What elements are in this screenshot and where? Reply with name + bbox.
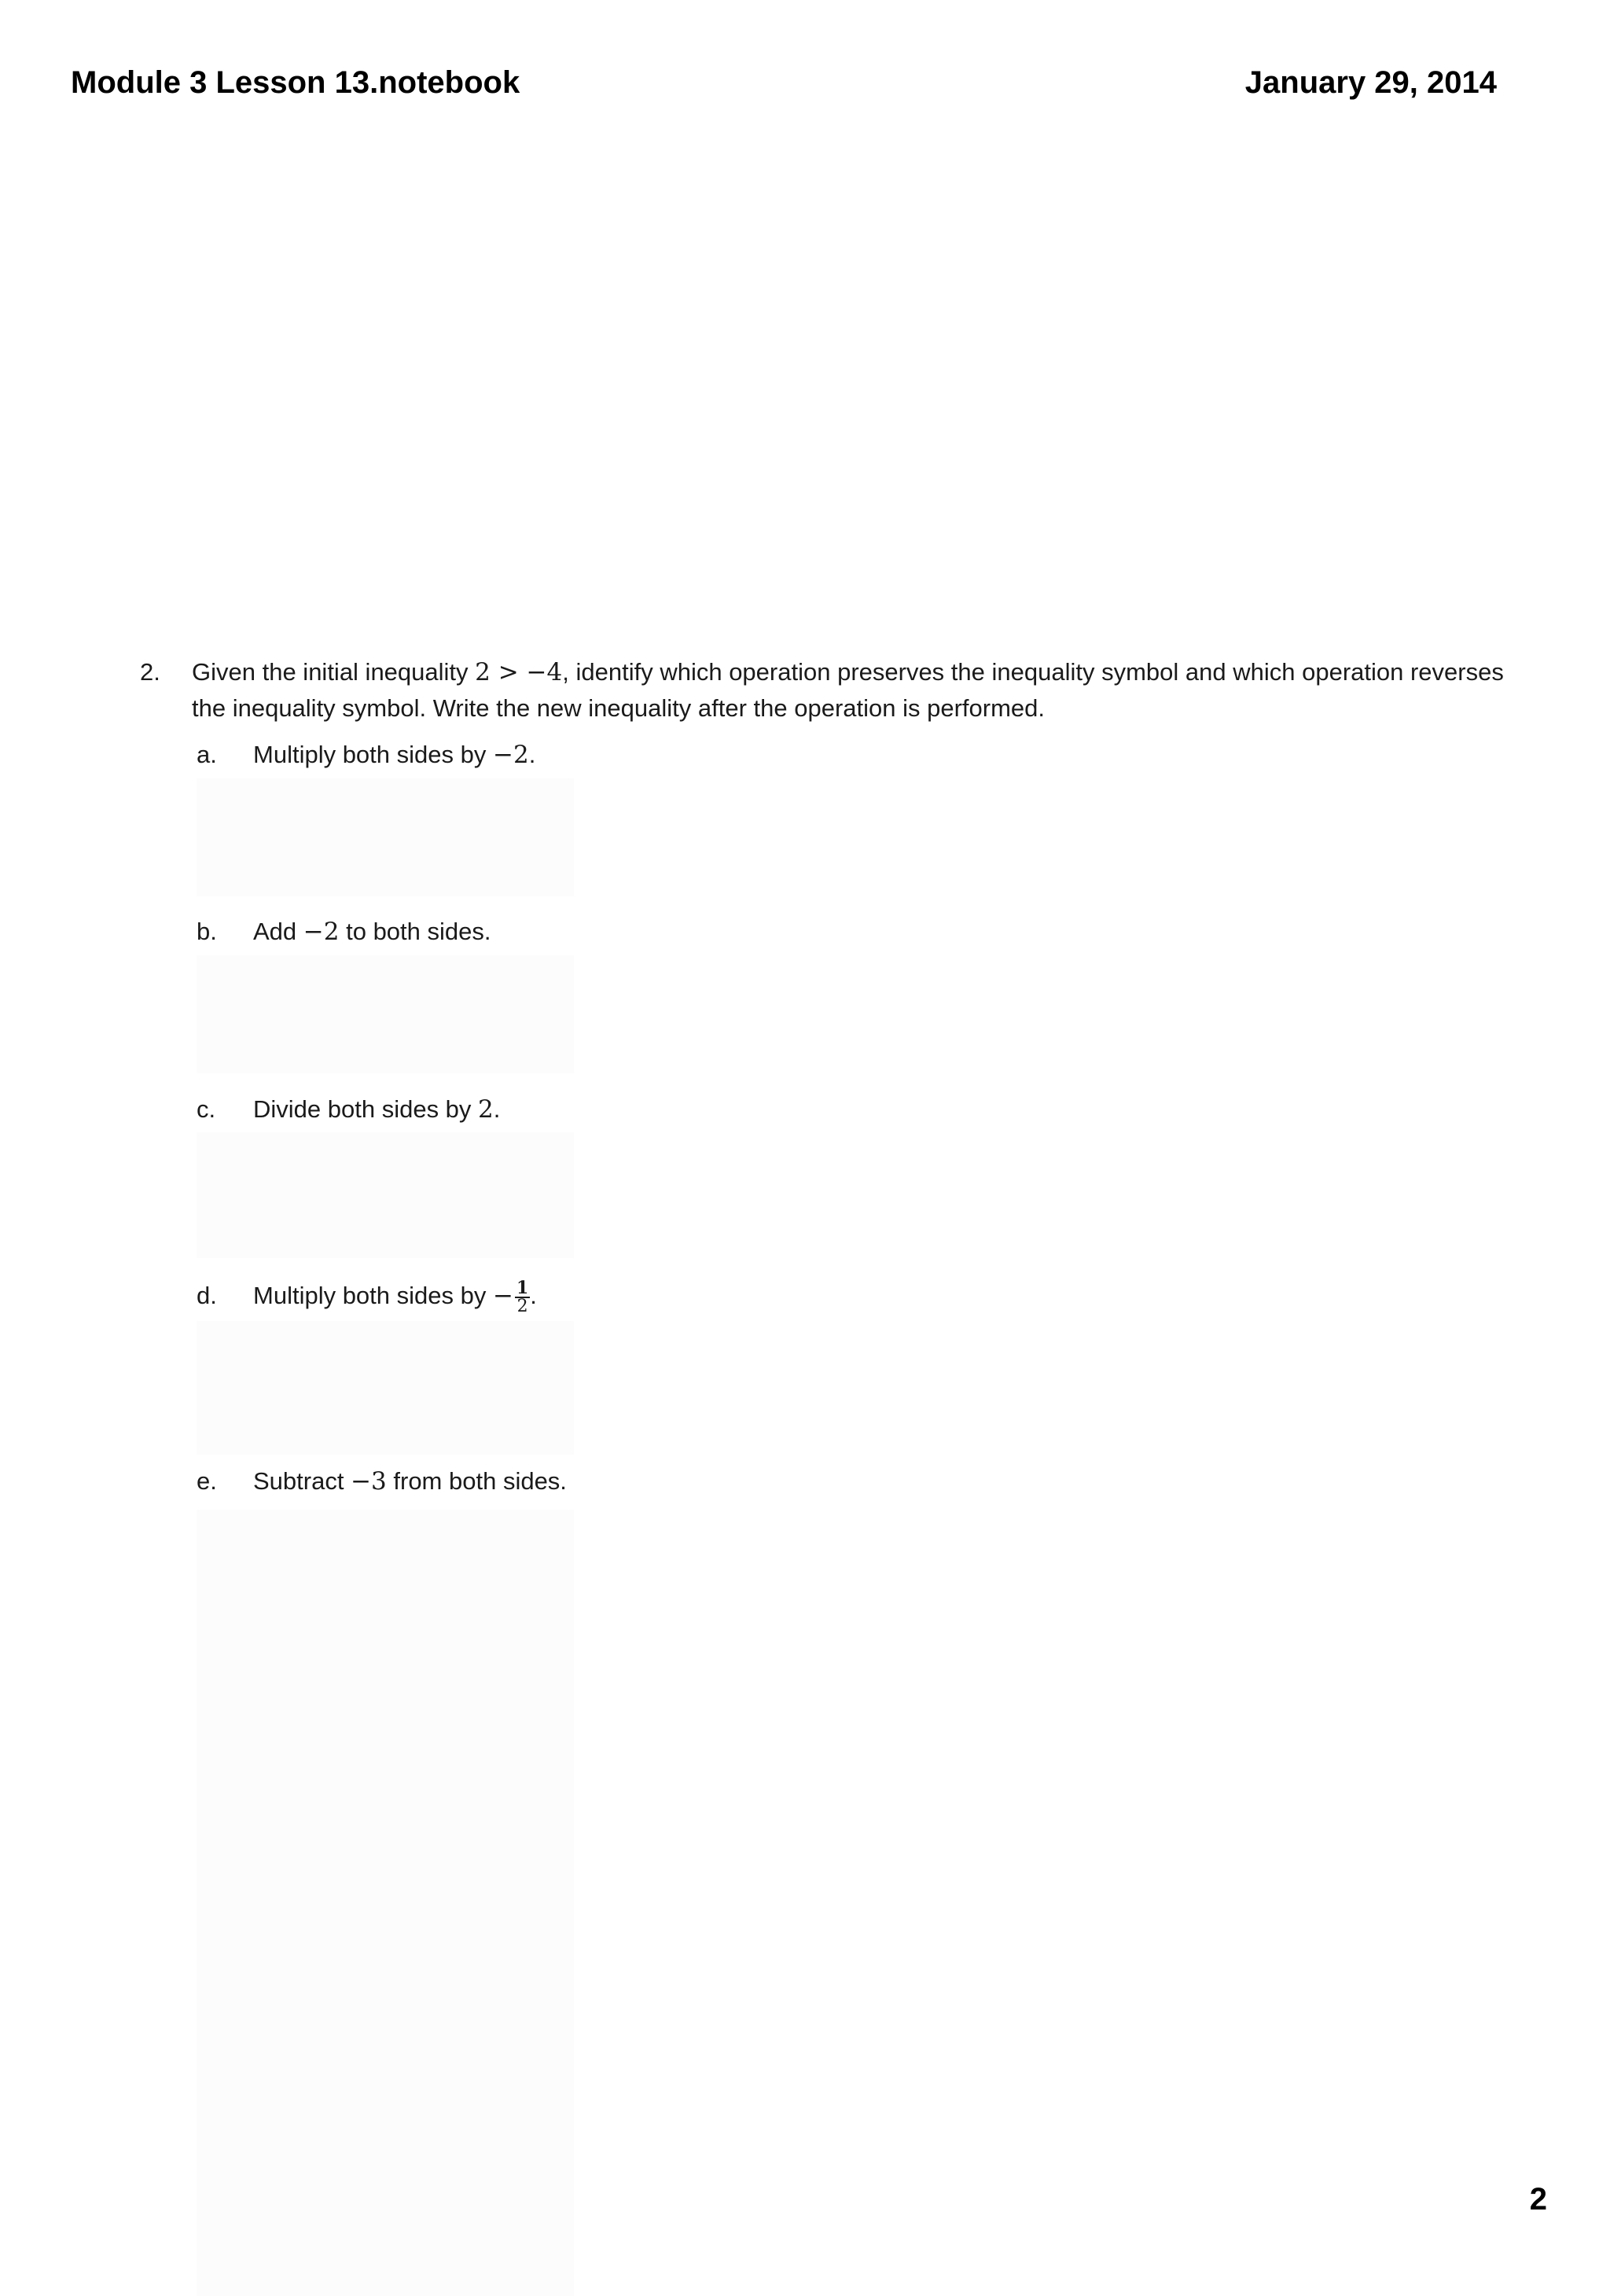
part-math: −2 bbox=[492, 741, 529, 769]
prompt-text-after: , identify which operation preserves the inequality symbol and which operation reverses the inequality symbol. Write the new inequality after the operation is performed. bbox=[192, 658, 1504, 722]
initial-inequality: 2 > −4 bbox=[475, 658, 563, 686]
part-math: 2 bbox=[478, 1095, 494, 1124]
part-text: Add bbox=[253, 918, 303, 945]
answer-space-e bbox=[197, 1510, 574, 2296]
page-number: 2 bbox=[1529, 2182, 1547, 2217]
part-text: Multiply both sides by bbox=[253, 1282, 493, 1309]
part-d bbox=[197, 1278, 537, 1315]
part-end: . bbox=[530, 1282, 537, 1309]
part-text: Multiply both sides by bbox=[253, 741, 493, 768]
part-letter: e. bbox=[197, 1467, 217, 1495]
answer-space-c bbox=[197, 1132, 574, 1258]
problem-prompt bbox=[192, 654, 1513, 727]
part-c bbox=[197, 1091, 500, 1128]
part-math: −3 bbox=[351, 1467, 387, 1496]
part-math: − bbox=[492, 1282, 513, 1310]
prompt-text-before: Given the initial inequality bbox=[192, 658, 476, 686]
part-end: to both sides. bbox=[339, 918, 491, 945]
part-letter: d. bbox=[197, 1282, 217, 1309]
part-end: . bbox=[528, 741, 536, 768]
part-b bbox=[197, 914, 491, 950]
part-text: Subtract bbox=[253, 1467, 351, 1495]
part-end: from both sides. bbox=[386, 1467, 567, 1495]
fraction-numerator: 1 bbox=[516, 1277, 529, 1298]
answer-space-b bbox=[197, 955, 574, 1073]
page-header-date: January 29, 2014 bbox=[1244, 65, 1497, 100]
part-math: −2 bbox=[303, 918, 340, 946]
fraction bbox=[515, 1279, 530, 1315]
fraction-denominator: 2 bbox=[516, 1296, 528, 1316]
part-end: . bbox=[493, 1095, 501, 1123]
part-letter: c. bbox=[197, 1095, 216, 1123]
part-e bbox=[197, 1463, 567, 1499]
page-header-title: Module 3 Lesson 13.notebook bbox=[71, 65, 520, 100]
part-letter: b. bbox=[197, 918, 217, 945]
part-a bbox=[197, 737, 535, 773]
answer-space-a bbox=[197, 778, 574, 896]
part-text: Divide both sides by bbox=[253, 1095, 479, 1123]
problem-number: 2. bbox=[140, 658, 160, 686]
answer-space-d bbox=[197, 1321, 574, 1455]
part-letter: a. bbox=[197, 741, 217, 768]
